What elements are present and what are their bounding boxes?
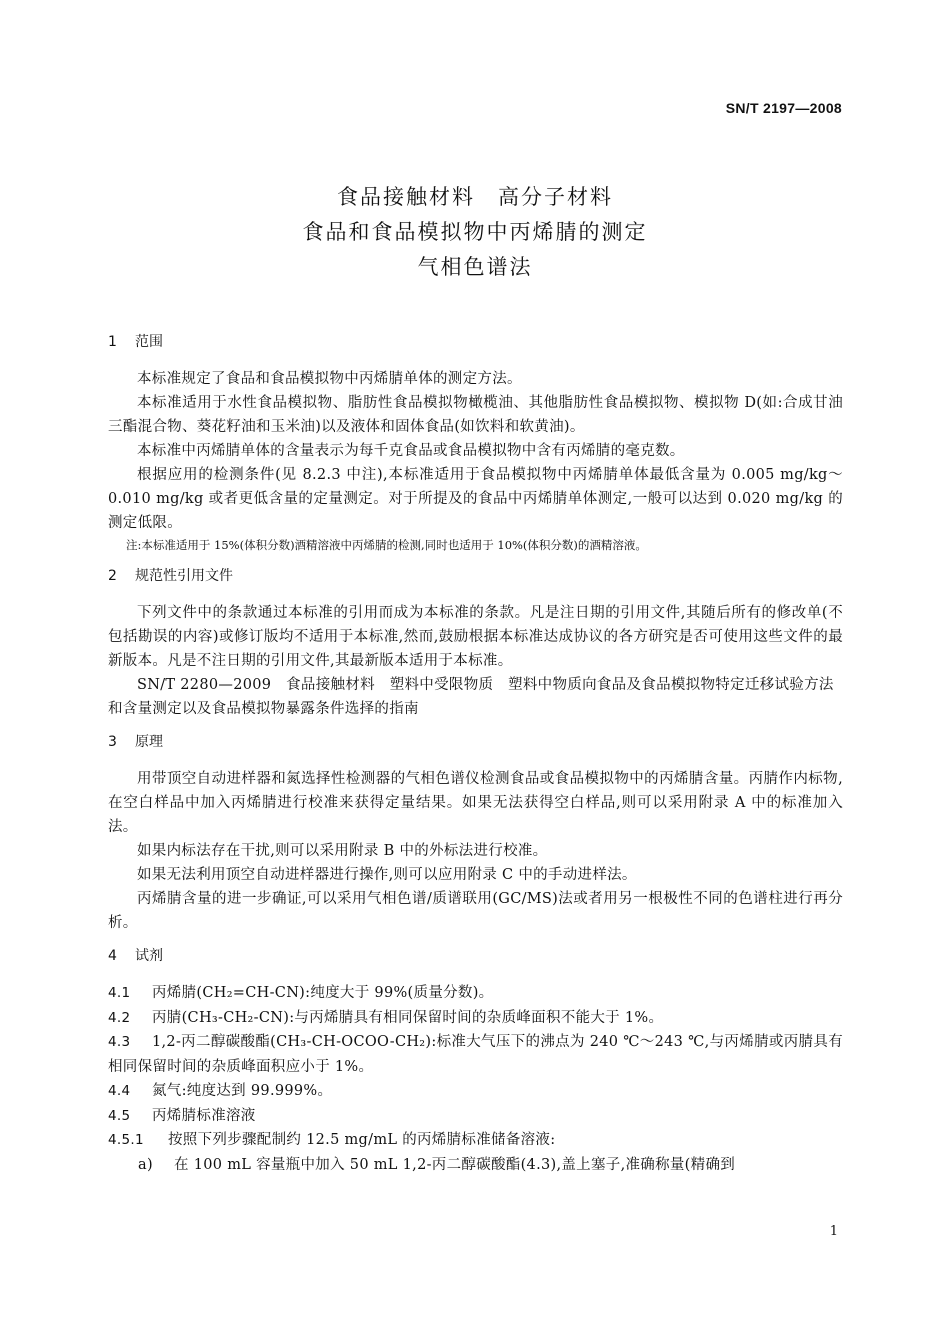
- note: 注:本标准适用于 15%(体积分数)酒精溶液中丙烯腈的检测,同时也适用于 10%(体积分数)的酒精溶液。: [126, 538, 647, 552]
- paragraph: 根据应用的检测条件(见 8.2.3 中注),本标准适用于食品模拟物中丙烯腈单体最低含量为 0.005 mg/kg～0.010 mg/kg 或者更低含量的定量测定。对于所提及的食品中丙烯腈单体测定,一般可以达到 0.020 mg/kg 的测定低限。: [108, 467, 843, 531]
- section-number: 4: [108, 948, 117, 964]
- paragraph: 本标准适用于水性食品模拟物、脂肪性食品模拟物橄榄油、其他脂肪性食品模拟物、模拟物 D(如:合成甘油三酯混合物、葵花籽油和玉米油)以及液体和固体食品(如饮料和软黄油)。: [108, 395, 843, 435]
- section-number: 2: [108, 568, 117, 584]
- item-number: 4.1: [108, 985, 131, 1001]
- reagent-item: [108, 1006, 843, 1031]
- section-number: 3: [108, 734, 117, 750]
- item-text: 1,2-丙二醇碳酸酯(CH₃-CH-OCOO-CH₂):标准大气压下的沸点为 240 ℃～243 ℃,与丙烯腈或丙腈具有相同保留时间的杂质峰面积应小于 1%。: [108, 1034, 843, 1075]
- title-line-3: 气相色谱法: [417, 255, 533, 279]
- item-number: 4.2: [108, 1009, 131, 1026]
- document-body: [108, 331, 843, 1177]
- section-title: 试剂: [135, 948, 163, 964]
- item-text: 丙烯腈(CH₂=CH-CN):纯度大于 99%(质量分数)。: [152, 985, 494, 1001]
- paragraph: 本标准中丙烯腈单体的含量表示为每千克食品或食品模拟物中含有丙烯腈的毫克数。: [137, 443, 685, 459]
- paragraph: 如果无法利用顶空自动进样器进行操作,则可以应用附录 C 中的手动进样法。: [137, 867, 637, 883]
- paragraph: 丙烯腈含量的进一步确证,可以采用气相色谱/质谱联用(GC/MS)法或者用另一根极性不同的色谱柱进行再分析。: [108, 891, 843, 931]
- title-line-2: 食品和食品模拟物中丙烯腈的测定: [302, 220, 648, 244]
- reagent-item: [108, 1079, 843, 1104]
- section-title: 原理: [135, 734, 163, 750]
- item-text: 氮气:纯度达到 99.999%。: [152, 1083, 333, 1099]
- reagent-subitem: [108, 1128, 843, 1153]
- document-title: [0, 180, 950, 285]
- section-number: 1: [108, 334, 117, 350]
- page-number: 1: [829, 1224, 838, 1239]
- standard-code: SN/T 2197—2008: [725, 100, 842, 116]
- section-2-heading: [108, 565, 843, 587]
- item-text: 丙烯腈标准溶液: [152, 1107, 256, 1124]
- reagent-item: [108, 1104, 843, 1129]
- section-title: 规范性引用文件: [135, 568, 233, 584]
- step-text: 在 100 mL 容量瓶中加入 50 mL 1,2-丙二醇碳酸酯(4.3),盖上塞子,准确称量(精确到: [174, 1156, 736, 1173]
- section-4-heading: [108, 945, 843, 967]
- item-text: 丙腈(CH₃-CH₂-CN):与丙烯腈具有相同保留时间的杂质峰面积不能大于 1%。: [152, 1009, 664, 1026]
- item-number: 4.3: [108, 1034, 131, 1050]
- step-label: a): [138, 1156, 153, 1173]
- paragraph: 下列文件中的条款通过本标准的引用而成为本标准的条款。凡是注日期的引用文件,其随后所有的修改单(不包括勘误的内容)或修订版均不适用于本标准,然而,鼓励根据本标准达成协议的各方研究是否可使用这些文件的最新版本。凡是不注日期的引用文件,其最新版本适用于本标准。: [108, 605, 843, 669]
- item-number: 4.5.1: [108, 1132, 144, 1148]
- paragraph: 用带顶空自动进样器和氮选择性检测器的气相色谱仪检测食品或食品模拟物中的丙烯腈含量。丙腈作内标物,在空白样品中加入丙烯腈进行校准来获得定量结果。如果无法获得空白样品,则可以采用附录 A 中的标准加入法。: [108, 771, 843, 835]
- section-1-heading: [108, 331, 843, 353]
- procedure-step: [108, 1153, 843, 1177]
- reagent-item: [108, 981, 843, 1006]
- section-title: 范围: [135, 334, 163, 350]
- item-number: 4.5: [108, 1107, 131, 1124]
- paragraph: 本标准规定了食品和食品模拟物中丙烯腈单体的测定方法。: [137, 371, 522, 387]
- paragraph: 如果内标法存在干扰,则可以采用附录 B 中的外标法进行校准。: [137, 843, 548, 859]
- title-line-1: 食品接触材料 高分子材料: [337, 185, 613, 209]
- section-3-heading: [108, 731, 843, 753]
- item-text: 按照下列步骤配制约 12.5 mg/mL 的丙烯腈标准储备溶液:: [168, 1132, 556, 1148]
- normative-reference: SN/T 2280—2009 食品接触材料 塑料中受限物质 塑料中物质向食品及食品模拟物特定迁移试验方法和含量测定以及食品模拟物暴露条件选择的指南: [108, 677, 834, 717]
- reagent-item: [108, 1030, 843, 1079]
- item-number: 4.4: [108, 1083, 131, 1099]
